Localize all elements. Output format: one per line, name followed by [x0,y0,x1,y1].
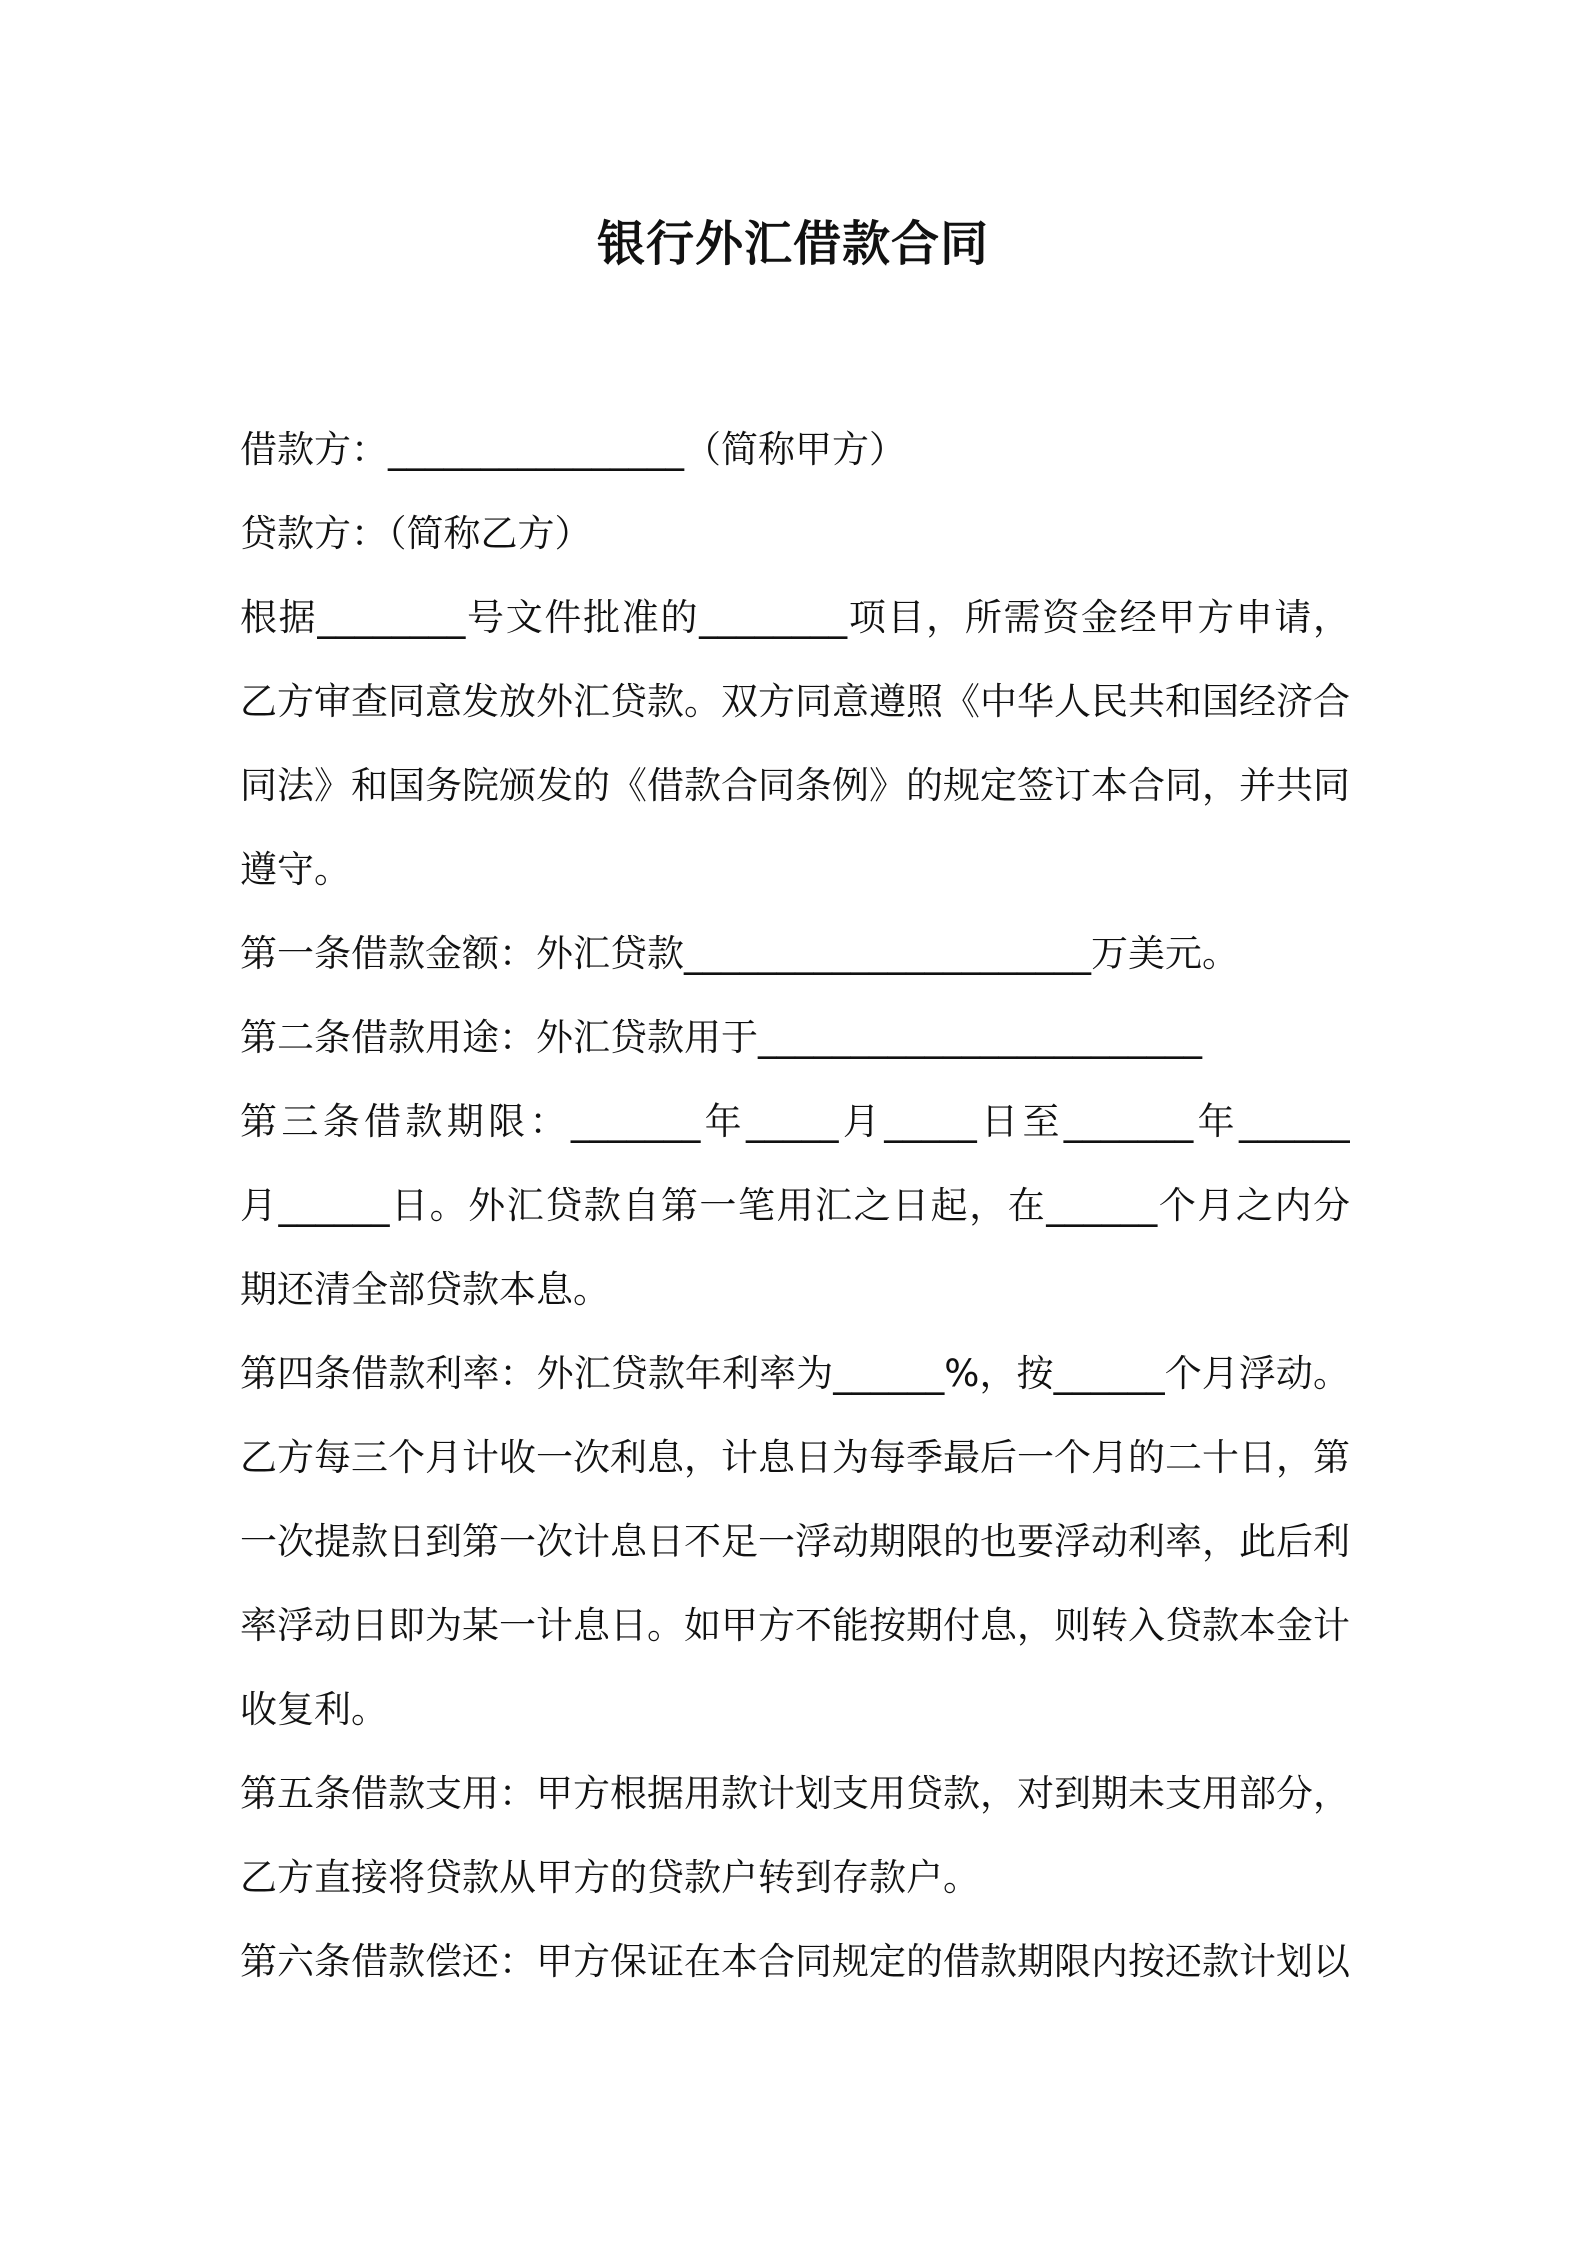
document-body [240,408,1350,2004]
preamble-line-2: 乙方审查同意发放外汇贷款。双方同意遵照《中华人民共和国经济合 [240,680,1350,723]
article-4-line-3: 一次提款日到第一次计息日不足一浮动期限的也要浮动利率，此后利 [240,1520,1350,1563]
article-2-line: 第二条借款用途：外汇贷款用于________________________ [240,1016,1202,1059]
article-4-line-4: 率浮动日即为某一计息日。如甲方不能按期付息，则转入贷款本金计 [240,1604,1350,1647]
article-5-line-1: 第五条借款支用：甲方根据用款计划支用贷款，对到期未支用部分， [240,1772,1350,1815]
article-4-line-2: 乙方每三个月计收一次利息，计息日为每季最后一个月的二十日，第 [240,1436,1350,1479]
article-5-line-2: 乙方直接将贷款从甲方的贷款户转到存款户。 [240,1856,980,1899]
article-3-line-3: 期还清全部贷款本息。 [240,1268,610,1311]
article-1-line: 第一条借款金额：外汇贷款______________________万美元。 [240,932,1239,975]
borrower-line: 借款方：________________（简称甲方） [240,428,906,471]
article-4-line-1: 第四条借款利率：外汇贷款年利率为______%，按______个月浮动。 [240,1352,1350,1395]
article-4-line-5: 收复利。 [240,1688,388,1731]
article-3-line-2: 月______日。外汇贷款自第一笔用汇之日起，在______个月之内分 [240,1184,1350,1227]
preamble-line-1: 根据________号文件批准的________项目，所需资金经甲方申请， [240,596,1350,639]
article-6-line-1: 第六条借款偿还：甲方保证在本合同规定的借款期限内按还款计划以 [240,1940,1350,1983]
document-title: 银行外汇借款合同 [596,216,989,272]
preamble-line-3: 同法》和国务院颁发的《借款合同条例》的规定签订本合同，并共同 [240,764,1350,807]
preamble-line-4: 遵守。 [240,848,351,891]
article-3-line-1: 第三条借款期限：_______年_____月_____日至_______年______ [240,1100,1350,1143]
lender-line: 贷款方：（简称乙方） [240,512,592,555]
